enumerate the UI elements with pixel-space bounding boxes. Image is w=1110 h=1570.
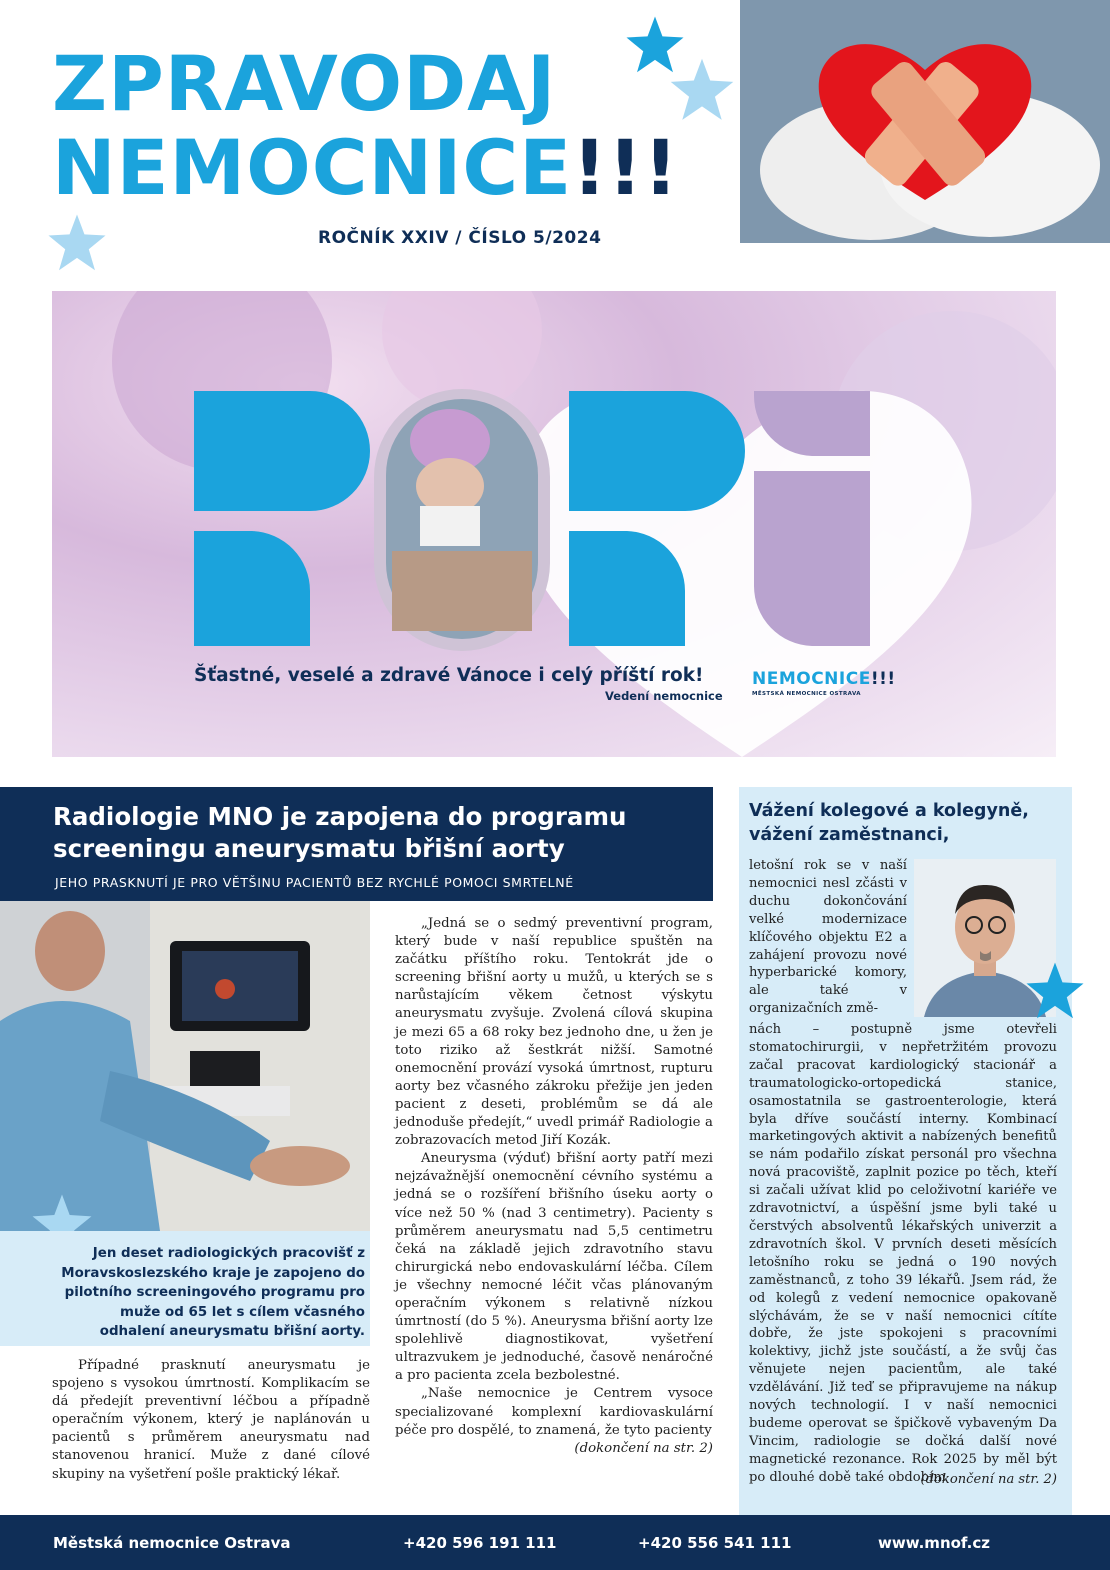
article-title: Radiologie MNO je zapojena do programu screeningu aneurysmatu břišní aorty: [53, 802, 627, 863]
banner-greeting: Šťastné, veselé a zdravé Vánoce i celý příští rok!: [194, 665, 704, 686]
heart-in-hands-photo: [740, 0, 1110, 243]
article-subtitle: JEHO PRASKNUTÍ JE PRO VĚTŠINU PACIENTŮ BEZ RYCHLÉ POMOCI SMRTELNÉ: [55, 875, 574, 890]
article-column-middle: [395, 915, 713, 1458]
masthead-title-line2: [52, 123, 680, 212]
article-paragraph: „Naše nemocnice je Centrem vysoce specializované komplexní kardiovaskulární péče pro dospělé, to znamená, že tyto pacienty: [395, 1386, 713, 1438]
masthead-title-line1: ZPRAVODAJ: [52, 39, 557, 128]
article-paragraph: Aneurysma (výduť) břišní aorty patří mezi nejzávažnější onemocnění cévního systému a jedná se o rozšíření břišního úseku aorty o více než 50 % (nad 3 centimetry). Pacienty s průměrem aneurysmatu nad 5,5 centimetru čeká na základě jejich zdravotního stavu chirurgická nebo endovaskulární léčba. Cílem je všechny nemocné léčit včas plánovaným operačním výkonem s relativně nízkou úmrtností (do 5 %). Aneurysma břišní aorty lze spolehlivě diagnostikovat, vyšetření ultrazvukem je jednoduché, časově nenáročné a pro pacienta zcela bezbolestné.: [395, 1151, 713, 1384]
hospital-logo: [752, 669, 896, 689]
issue-number: ROČNÍK XXIV / ČÍSLO 5/2024: [318, 228, 602, 248]
heart-illustration: [740, 0, 1110, 243]
banner-2025-graphic: [52, 291, 1056, 757]
ultrasound-photo: [0, 901, 370, 1231]
banner-signature: Vedení nemocnice: [605, 689, 723, 703]
footer-organization: Městská nemocnice Ostrava: [53, 1534, 291, 1552]
masthead-exclamation: !!!: [572, 123, 680, 212]
editorial-continued-link[interactable]: (dokončení na str. 2): [920, 1472, 1057, 1487]
hospital-logo-name: NEMOCNICE: [752, 669, 871, 689]
editorial-title: Vážení kolegové a kolegyně, vážení zaměstnanci,: [749, 801, 1029, 845]
article-continued-link[interactable]: (dokončení na str. 2): [574, 1440, 713, 1456]
footer: [0, 1515, 1110, 1570]
hospital-logo-subtitle: MĚSTSKÁ NEMOCNICE OSTRAVA: [752, 691, 861, 697]
article-header: [0, 787, 713, 901]
star-icon: [668, 56, 736, 124]
star-icon: [1024, 960, 1086, 1022]
editorial-paragraph-intro: letošní rok se v naší nemocnici nesl zčásti v duchu dokončování velké modernizace klíčového objektu E2 a zahájení provozu nové hyperbarické komory, ale také v organizačních změ-: [749, 858, 907, 1017]
masthead-title-word: NEMOCNICE: [52, 123, 573, 212]
article-paragraph: „Jedná se o sedmý preventivní program, který bude v naší republice spuštěn na začátku příštího roku. Tentokrát jde o screening břišní aorty u mužů, u kterých se s narůstajícím věkem četnost výskytu aneurysmatu zvyšuje. Zvolená cílová skupina je mezi 65 a 68 roky bez jednoho dne, u žen je toto riziko až šestkrát nižší. Samotné onemocnění provází vysoká úmrtnost, rupturu aorty bez včasného zákroku přežije jen jeden pacient z deseti, problémům se dá ale jednoduše předejít,“ uvedl primář Radiologie a zobrazovacích metod Jiří Kozák.: [395, 916, 713, 1149]
ultrasound-illustration: [0, 901, 370, 1231]
hospital-logo-bang: !!!: [870, 669, 896, 689]
christmas-banner: [52, 291, 1056, 757]
star-icon: [46, 212, 108, 274]
footer-website-link[interactable]: www.mnof.cz: [878, 1534, 990, 1552]
photo-caption-box: [0, 1231, 370, 1346]
footer-phone-secondary[interactable]: +420 556 541 111: [638, 1534, 792, 1552]
article-paragraph: Případné prasknutí aneurysmatu je spojeno s vysokou úmrtností. Komplikacím se dá předejít preventivní léčbou a případně operačním výkonem, který je naplánován u pacientů s průměrem aneurysmatu nad stanovenou hranicí. Muže z dané cílové skupiny na vyšetření pošle praktický lékař.: [52, 1358, 370, 1482]
article-column-left: [52, 1357, 370, 1484]
photo-caption: Jen deset radiologických pracovišť z Moravskoslezského kraje je zapojeno do pilotního screeningového programu pro muže od 65 let s cílem včasného odhalení aneurysmatu břišní aorty.: [61, 1246, 365, 1339]
editorial-sidebar: [739, 787, 1072, 1515]
editorial-paragraph-main: nách – postupně jsme otevřeli stomatochirurgii, v nepřetržitém provozu začal pracovat kardiologický stacionář a traumatologicko-ortopedická stanice, osamostatnila se gastroenterologie, která byla dříve součástí interny. Kombinací marketingových aktivit a nabízených benefitů se nám podařilo získat personál pro všechna nová pracoviště, zaplnit pozice po těch, kteří si začali užívat klid po celoživotní kariéře ve zdravotnictví, a úspěšní jsme byli také u čerstvých absolventů lékařských univerzit a zdravotních škol. V prvních deseti měsících letošního roku se jedná o 190 nových zaměstnanců, z toho 39 lékařů. Jsem rád, že od kolegů z vedení nemocnice opakovaně slýchávám, že se v naší nemocnici cítíte dobře, že jste spokojeni s pracovními kolektivy, jichž jste součástí, a že svůj čas věnujete nejen pacientům, ale také vzdělávání. Již teď se připravujeme na nákup nových technologií. I v naší nemocnici budeme operovat se špičkově vybaveným Da Vincim, radiologie se dočká další nové magnetické rezonance. Rok 2025 by měl být po dlouhé době také obdobím: [749, 1022, 1057, 1485]
footer-phone-primary[interactable]: +420 596 191 111: [403, 1534, 557, 1552]
